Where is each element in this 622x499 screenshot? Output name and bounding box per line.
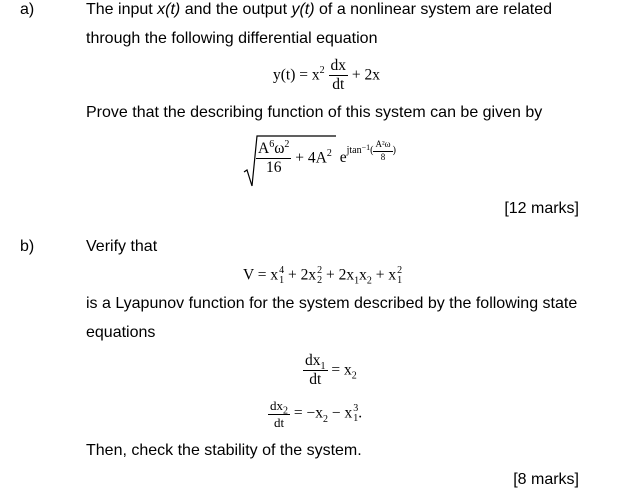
eq-rhs: = −x — [293, 404, 323, 422]
system-equation — [273, 58, 380, 94]
df-a-exponent: 6 — [269, 138, 275, 150]
exponent: 3 — [353, 403, 359, 415]
eq-rhs: + 2x — [351, 66, 380, 84]
state-equation-1 — [303, 353, 357, 389]
df-numerator — [256, 138, 291, 159]
df-exponent — [346, 139, 396, 162]
df-exp-denominator: 8 — [380, 151, 386, 162]
frac-numerator — [268, 399, 290, 415]
state-derivative-2 — [268, 399, 290, 429]
df-fraction — [256, 138, 291, 177]
df-term-exponent: 2 — [326, 148, 332, 160]
df-a: A — [258, 140, 270, 157]
v-term: + 2x — [284, 266, 317, 284]
output-variable: y(t) — [291, 1, 315, 18]
subscript: 1 — [320, 361, 326, 373]
eq-rhs: − x — [327, 404, 353, 422]
part-b-label: b) — [20, 238, 35, 255]
df-term: + 4A — [295, 149, 327, 167]
exponent: 4 — [279, 265, 285, 276]
df-exp-text: jtan — [346, 145, 362, 157]
subscript: 2 — [351, 370, 357, 382]
lyapunov-line-1: is a Lyapunov function for the system described by the following state — [86, 295, 578, 312]
state-derivative-1 — [303, 353, 328, 389]
frac-numerator: dx — [329, 58, 349, 76]
df-omega-exponent: 2 — [284, 138, 290, 150]
exponent: 2 — [397, 265, 403, 276]
exponent: 2 — [317, 265, 323, 276]
frac-numerator — [303, 353, 328, 371]
v-lhs: V = x — [243, 266, 279, 284]
text-segment: of a nonlinear system are related — [314, 1, 553, 18]
part-a-line-1 — [86, 1, 552, 19]
v-term: + 2x — [322, 266, 355, 284]
numerator-text: dx — [305, 352, 321, 369]
text-segment: The input — [86, 1, 158, 18]
part-a-line-2: through the following differential equation — [86, 30, 378, 47]
eq-lhs: y(t) = x — [273, 66, 320, 84]
df-exp-paren: ( — [370, 145, 374, 157]
frac-denominator: dt — [309, 371, 322, 389]
state-equation-2 — [268, 399, 362, 429]
part-b-marks: [8 marks] — [513, 471, 579, 488]
part-a-label: a) — [20, 1, 35, 18]
index-stack — [397, 266, 402, 286]
subscript: 2 — [283, 405, 288, 417]
prove-statement: Prove that the describing function of this system can be given by — [86, 104, 543, 121]
df-exponential: e — [339, 149, 347, 167]
v-term: + x — [371, 266, 397, 284]
text-segment: and the output — [180, 1, 292, 18]
subscript: 1 — [279, 275, 285, 286]
frac-denominator: dt — [332, 76, 345, 94]
frac-denominator: dt — [273, 414, 285, 430]
subscript: 1 — [354, 275, 360, 287]
subscript: 2 — [366, 275, 372, 287]
df-exp-paren: ) — [392, 145, 396, 157]
df-omega: ω — [274, 140, 285, 157]
df-denominator: 16 — [265, 159, 282, 177]
derivative-fraction — [329, 58, 349, 94]
lyapunov-function — [243, 266, 402, 286]
df-exp-inverse: −1 — [361, 143, 371, 153]
input-variable: x(t) — [157, 1, 181, 18]
numerator-text: dx — [270, 398, 283, 413]
subscript: 2 — [322, 413, 328, 425]
subscript: 1 — [397, 275, 403, 286]
period: . — [358, 404, 363, 422]
describing-function — [256, 138, 396, 177]
subscript: 2 — [317, 275, 323, 286]
eq-rhs: = x — [331, 361, 352, 379]
part-a-marks: [12 marks] — [504, 200, 579, 217]
lyapunov-line-2: equations — [86, 324, 156, 341]
verify-statement: Verify that — [86, 238, 158, 255]
df-exp-fraction — [373, 140, 392, 162]
eq-exponent: 2 — [319, 65, 325, 77]
subscript: 1 — [353, 413, 359, 425]
stability-instruction: Then, check the stability of the system. — [86, 442, 362, 459]
df-exp-numerator: A²ω — [373, 140, 392, 151]
v-term: x — [359, 266, 367, 284]
